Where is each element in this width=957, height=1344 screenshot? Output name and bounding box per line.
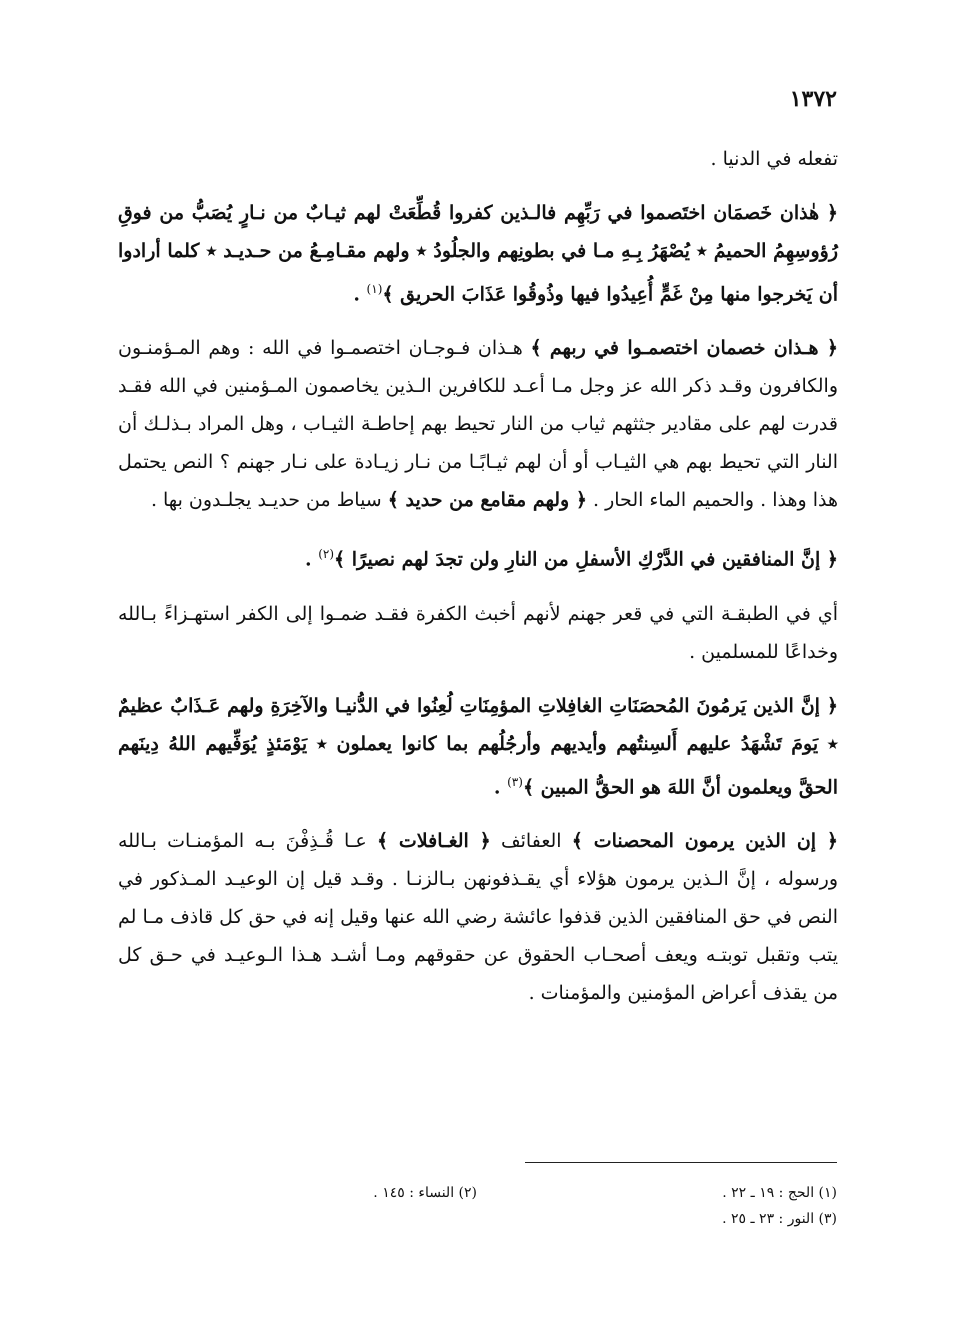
commentary-paragraph <box>118 140 838 178</box>
footnote-2: (٢) النساء : ١٤٥ . <box>373 1185 477 1201</box>
text-segment: عـا قُـذِفْنَ بـه المؤمنـات بـالله ورسوله ، إنَّ الـذين يرمون هؤلاء أي يقـذفونهن بـالزنـا . وقـد قيل إن الوعيـد المـذكور في النص في حق المنافقين الذين قذفوا عائشة رضي الله عنها وقيل إنه في حق كل قاذف مـا لم يتب وتقبل توبتـه ويعف أصحـاب الحقوق عن حقوقهم ومـا أشـد هـذا الـوعيـد في حـق كل من يقذف أعراض المؤمنين والمؤمنات . <box>118 829 838 1004</box>
footnote-marker: (٢) <box>318 547 335 562</box>
document-body <box>118 140 838 1028</box>
commentary-paragraph <box>118 595 838 671</box>
text-segment: ﴿ إنَّ المنافقين في الدَّرْكِ الأسفلِ من النارِ ولن تجدَ لهم نصيرًا ﴾ <box>334 548 838 571</box>
text-segment: . <box>493 775 508 798</box>
text-segment: العفائف <box>490 829 572 852</box>
quoted-verse-fragment: ﴿ ولهم مقامع من حديد ﴾ <box>387 489 587 512</box>
text-segment: تفعله في الدنيا . <box>710 148 838 170</box>
footnote-marker: (١) <box>366 282 383 296</box>
footnote-row <box>117 1180 837 1206</box>
commentary-paragraph <box>118 822 838 1012</box>
quoted-verse-fragment: ﴿ الغـافلات ﴾ <box>376 829 491 852</box>
text-segment: . <box>304 548 319 571</box>
text-segment: ﴿ إنَّ الذين يَرمُونَ المُحصَنَاتِ الغافِلاتِ المؤمِنَاتِ لُعِنُوا في الدُّنيـا والآخِرَةِ ولهم عَـذَابٌ عظيمٌ ٭ يَومَ تَشْهَدُ عليهم أَلسِنتُهم وأيديهم وأرجُلُهم بما كانوا يعملون ٭ يَوْمَئذٍ يُوَفِّيهم اللهُ دِينَهم الحقَّ ويعلمون أنَّ اللهَ هو الحقُّ المبين ﴾ <box>118 694 838 798</box>
commentary-paragraph <box>118 329 838 519</box>
page-number: ١٣٧٢ <box>789 86 837 112</box>
footnote-1: (١) الحج : ١٩ ـ ٢٢ . <box>722 1185 837 1201</box>
text-segment: سياط من حديـد يجلـدون بها . <box>150 489 388 512</box>
text-segment: ﴿ هٰذان خَصمَان اختَصموا في رَبِّهِم فالـذين كفروا قُطِّعَتْ لهم ثيـابٌ من نـارٍ يُصَبُّ من فوقِ رُؤوسِهِمُ الحميمُ ٭ يُصْهَرُ بِـهِ مـا في بطونِهم والجلُودُ ٭ ولهم مقـامِـعُ من حـديـد ٭ كلما أرادوا أن يَخرجوا منها مِنْ غَمٍّ أُعِيدُوا فيها وذُوقُوا عَذَابَ الحريق ﴾ <box>118 202 838 306</box>
footnotes <box>117 1180 837 1232</box>
quran-verse-paragraph <box>118 687 838 806</box>
footnote-divider <box>525 1162 837 1163</box>
footnote-marker: (٣) <box>507 774 523 789</box>
text-segment: . <box>353 283 367 306</box>
text-segment: أي في الطبقـة التي في قعر جهنم لأنهم أخبث الكفرة فقـد ضمـوا إلى الكفر استهـزاءً بـالله وخداعًا للمسلمين . <box>118 602 838 663</box>
footnote-3: (٣) النور : ٢٣ ـ ٢٥ . <box>722 1211 837 1227</box>
quran-verse-paragraph <box>118 194 838 313</box>
quran-verse-paragraph <box>118 535 838 578</box>
footnote-row <box>117 1206 837 1232</box>
quoted-verse-fragment: ﴿ إن الذين يرمون المحصنات ﴾ <box>571 829 838 852</box>
text-segment: هـذان فـوجـان اختصمـوا في الله : وهم المـؤمنـون والكافرون وقـد ذكر الله عز وجل مـا أعـد للكافرين الـذين يخاصمون المـؤمنين في الله فقـد قدرت لهم على مقادير جثثهم ثياب من النار تحيط بهم إحاطـة الثيـاب ، وهل المراد بـذلـك أن النار التي تحيط بهم هي الثيـاب أو أن لهم ثيـابًـا من نـار زيـادة على نـار جهنم ؟ النص يحتمل هذا وهذا . والحميم الماء الحار . <box>118 337 838 512</box>
quoted-verse-fragment: ﴿ هـذان خصمان اختصمـوا في ربهم ﴾ <box>530 337 839 360</box>
